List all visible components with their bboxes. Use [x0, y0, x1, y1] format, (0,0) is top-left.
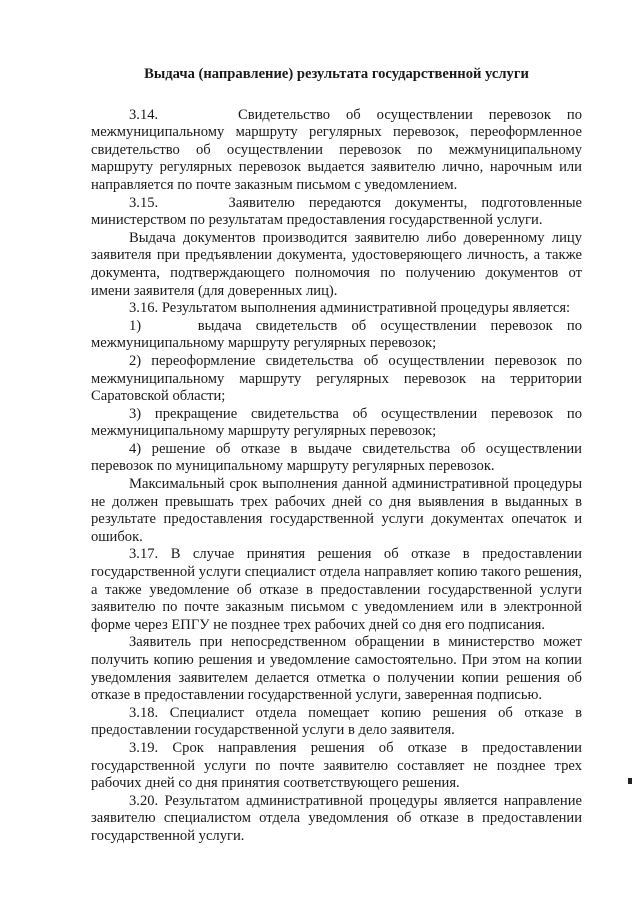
paragraph-3-15: 3.15. Заявителю передаются документы, подготовленные министерством по результатам предоставления государственной услуги.	[91, 194, 582, 229]
paragraph-3-18: 3.18. Специалист отдела помещает копию решения об отказе в предоставлении государственной услуги в дело заявителя.	[91, 704, 582, 739]
list-item-2: 2) переоформление свидетельства об осуществлении перевозок по межмуниципальному маршруту регулярных перевозок на территории Саратовской области;	[91, 352, 582, 405]
paragraph-3-17: 3.17. В случае принятия решения об отказе в предоставлении государственной услуги специалист отдела направляет копию такого решения, а также уведомление об отказе в предоставлении государственной услуги заявителю по почте заказным письмом с уведомлением или в электронной форме через ЕПГУ не позднее трех рабочих дней со дня его подписания.	[91, 546, 582, 633]
list-item-3: 3) прекращение свидетельства об осуществлении перевозок по межмуниципальному маршруту регулярных перевозок;	[91, 405, 582, 440]
paragraph-3-20: 3.20. Результатом административной процедуры является направление заявителю специалистом отдела уведомления об отказе в предоставлении государственной услуги.	[91, 792, 582, 844]
document-page	[91, 66, 582, 846]
scan-edge-mark	[628, 778, 632, 784]
paragraph-3-14: 3.14. Свидетельство об осуществлении перевозок по межмуниципальному маршруту регулярных перевозок, переоформленное свидетельство об осуществлении перевозок по межмуниципальному маршруту регулярных перевозок выдается заявителю лично, нарочным или направляется по почте заказным письмом с уведомлением.	[91, 106, 582, 193]
list-item-4: 4) решение об отказе в выдаче свидетельства об осуществлении перевозок по муниципальному маршруту регулярных перевозок.	[91, 440, 582, 475]
paragraph-3-19: 3.19. Срок направления решения об отказе в предоставлении государственной услуги по почте заявителю составляет не позднее трех рабочих дней со дня принятия соответствующего решения.	[91, 739, 582, 792]
paragraph-applicant-direct: Заявитель при непосредственном обращении в министерство может получить копию решения и уведомление самостоятельно. При этом на копии уведомления заявителем делается отметка о получении копии решения об отказе в предоставлении государственной услуги, заверенная подписью.	[91, 634, 582, 704]
paragraph-document-issuance: Выдача документов производится заявителю либо доверенному лицу заявителя при предъявлении документа, удостоверяющего личность, а также документа, подтверждающего полномочия по получению документов от имени заявителя (для доверенных лиц).	[91, 229, 582, 299]
list-item-1: 1) выдача свидетельств об осуществлении перевозок по межмуниципальному маршруту регулярных перевозок;	[91, 317, 582, 352]
paragraph-3-16: 3.16. Результатом выполнения административной процедуры является:	[129, 300, 571, 317]
section-title: Выдача (направление) результата государственной услуги	[144, 66, 529, 82]
paragraph-max-term: Максимальный срок выполнения данной административной процедуры не должен превышать трех рабочих дней со дня выявления в выданных в результате предоставления государственной услуги документах опечаток и ошибок.	[91, 476, 582, 545]
